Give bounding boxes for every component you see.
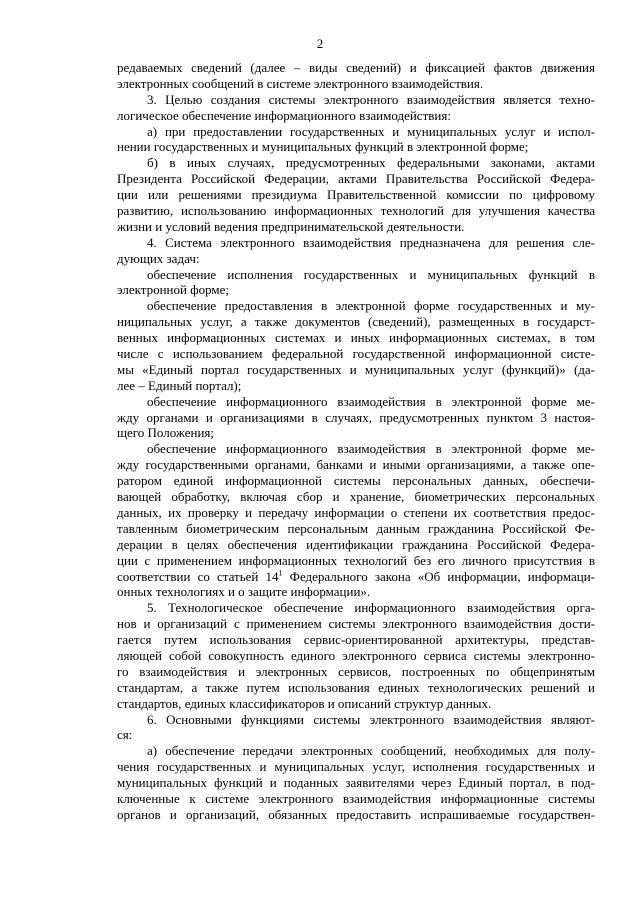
- document-body: [117, 60, 595, 823]
- text-line: а) обеспечение передачи электронных сообщений, необходимых для полу-: [147, 743, 595, 759]
- text-line: чения государственных и муниципальных услуг, исполнения государственных и: [117, 759, 595, 775]
- text-line: щего Положения;: [117, 425, 215, 441]
- text-line: б) в иных случаях, предусмотренных федеральными законами, актами: [147, 155, 595, 171]
- text-line: 3. Целью создания системы электронного взаимодействия является техно-: [147, 91, 595, 107]
- text-line: 4. Система электронного взаимодействия предназначена для решения сле-: [147, 234, 595, 250]
- text-line: дерации в целях обеспечения идентификации гражданина Российской Федера-: [117, 536, 595, 552]
- text-line: обеспечение предоставления в электронной форме государственных и му-: [147, 298, 595, 314]
- text-line: ратором единой информационной системы персональных данных, обеспечи-: [117, 473, 595, 489]
- text-line-start: соответствии со статьей 14: [117, 568, 279, 584]
- text-line: жизни и условий ведения предпринимательской деятельности.: [117, 218, 465, 234]
- text-line: обеспечение информационного взаимодействия в электронной форме ме-: [147, 393, 595, 409]
- text-line-end: Федерального закона «Об информации, информаци-: [282, 568, 595, 584]
- text-line: нов и организаций с применением системы электронного взаимодействия дости-: [117, 616, 595, 632]
- text-line: данных, их проверку и передачу информации о степени их соответствия предос-: [117, 504, 595, 520]
- text-line: электронной форме;: [117, 282, 230, 298]
- text-line: жду государственными органами, банками и иными организациями, а также опе-: [117, 457, 595, 473]
- page-number: 2: [316, 36, 324, 51]
- text-line: дующих задач:: [117, 250, 200, 266]
- text-line: ключенные к системе электронного взаимодействия информационные системы: [117, 790, 595, 806]
- text-line: [117, 569, 595, 585]
- text-line: муниципальных функций и поданных заявителями через Единый портал, в под-: [117, 775, 595, 791]
- text-line: Президента Российской Федерации, актами Правительства Российской Федера-: [117, 171, 595, 187]
- text-line: обеспечение исполнения государственных и муниципальных функций в: [147, 266, 595, 282]
- text-line: нении государственных и муниципальных функций в электронной форме;: [117, 139, 529, 155]
- text-line: жду органами и организациями в случаях, предусмотренных пунктом 3 настоя-: [117, 409, 595, 425]
- text-line: мы «Единый портал государственных и муниципальных услуг (функций)» (да-: [117, 361, 595, 377]
- text-line: гается путем использования сервис-ориентированной архитектуры, представ-: [117, 632, 595, 648]
- text-line: электронных сообщений в системе электронного взаимодействия.: [117, 75, 484, 91]
- text-line: го взаимодействия и электронных сервисов, построенных по общепринятым: [117, 663, 595, 679]
- text-line: ниципальных услуг, а также документов (сведений), размещенных в государст-: [117, 314, 595, 330]
- text-line: 5. Технологическое обеспечение информационного взаимодействия орга-: [147, 600, 595, 616]
- text-line: развитию, использованию информационных технологий для улучшения качества: [117, 203, 595, 219]
- text-line: ции с применением информационных технологий без его личного присутствия в: [117, 552, 595, 568]
- text-line: ции или решениями президиума Правительственной комиссии по цифровому: [117, 187, 595, 203]
- text-line: стандартов, единых классификаторов и описаний структур данных.: [117, 695, 492, 711]
- footnote-superscript: 1: [278, 568, 283, 578]
- text-line: вающей обработку, включая сбор и хранение, биометрических персональных: [117, 489, 595, 505]
- text-line: венных информационных системах и иных информационных системах, в том: [117, 330, 595, 346]
- text-line: онных технологиях и о защите информации».: [117, 584, 371, 600]
- text-line: ляющей собой совокупность единого электронного сервиса системы электронно-: [117, 647, 595, 663]
- text-line: лее – Единый портал);: [117, 377, 242, 393]
- text-line: тавленным биометрическим персональным данным гражданина Российской Фе-: [117, 520, 595, 536]
- text-line: ся:: [117, 727, 133, 743]
- text-line: числе с использованием федеральной государственной информационной систе-: [117, 346, 595, 362]
- text-line: логическое обеспечение информационного взаимодействия:: [117, 107, 451, 123]
- text-line: органов и организаций, обязанных предоставить испрашиваемые государствен-: [117, 806, 595, 822]
- text-line: стандартам, а также путем использования единых технологических решений и: [117, 679, 595, 695]
- text-line: обеспечение информационного взаимодействия в электронной форме ме-: [147, 441, 595, 457]
- text-line: а) при предоставлении государственных и муниципальных услуг и испол-: [147, 123, 595, 139]
- text-line: редаваемых сведений (далее – виды сведений) и фиксацией фактов движения: [117, 60, 595, 75]
- text-line: 6. Основными функциями системы электронного взаимодействия являют-: [147, 711, 595, 727]
